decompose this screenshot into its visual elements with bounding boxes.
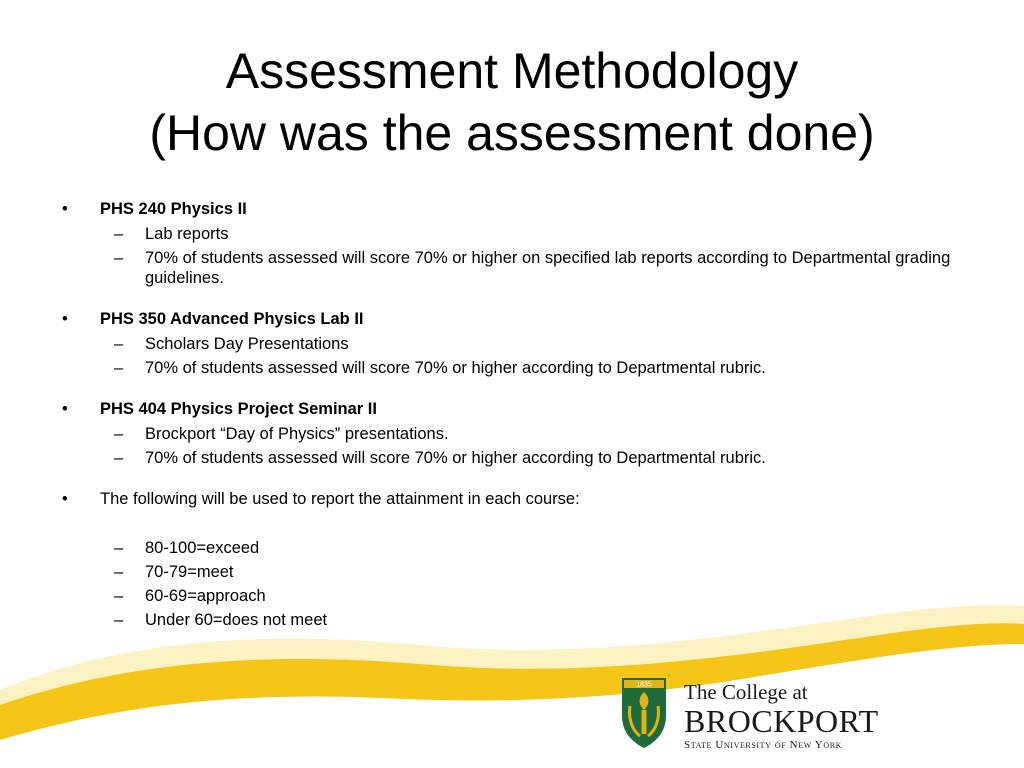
sub-item (62, 562, 962, 582)
dash-marker: – (114, 335, 124, 353)
dash-marker: – (114, 225, 124, 243)
sub-item (62, 448, 962, 468)
sub-item (62, 538, 962, 558)
sub-item-text: 80-100=exceed (145, 539, 260, 557)
sub-item-text: Brockport “Day of Physics” presentations. (145, 425, 449, 443)
bullet-item (62, 488, 962, 510)
slide-title-line-2: (How was the assessment done) (149, 105, 875, 161)
dash-marker: – (114, 539, 124, 557)
slide-title-line-1: Assessment Methodology (225, 43, 799, 99)
bullet-list (62, 198, 962, 650)
logo-line-brockport: BROCKPORT (684, 703, 879, 739)
dash-marker: – (114, 449, 124, 467)
college-logo (620, 676, 890, 756)
sub-item (62, 248, 962, 288)
sub-item-text: 70% of students assessed will score 70% or higher according to Departmental rubric. (145, 449, 766, 467)
torch-seal-icon (620, 676, 668, 750)
sub-item (62, 334, 962, 354)
dash-marker: – (114, 359, 124, 377)
bullet-item (62, 308, 962, 330)
dash-marker: – (114, 563, 124, 581)
bullet-item (62, 198, 962, 220)
slide-title (0, 40, 1024, 164)
dash-marker: – (114, 587, 124, 605)
bullet-dot: • (62, 490, 68, 508)
logo-line-college: The College at (684, 680, 808, 704)
sub-item-text: Under 60=does not meet (145, 611, 328, 629)
sub-item (62, 224, 962, 244)
dash-marker: – (114, 249, 124, 267)
sub-item-text: 60-69=approach (145, 587, 266, 605)
dash-marker: – (114, 611, 124, 629)
bullet-group-phs350 (62, 308, 962, 378)
bullet-item (62, 398, 962, 420)
sub-item-text: 70-79=meet (145, 563, 234, 581)
bullet-dot: • (62, 310, 68, 328)
bullet-dot: • (62, 400, 68, 418)
logo-wordmark (684, 680, 879, 751)
sub-item-text: Scholars Day Presentations (145, 335, 349, 353)
sub-item (62, 358, 962, 378)
sub-item-text: 70% of students assessed will score 70% or higher on specified lab reports according to Departmental grading guidelines. (145, 249, 951, 287)
bullet-group-phs240 (62, 198, 962, 288)
sub-item-text: 70% of students assessed will score 70% or higher according to Departmental rubric. (145, 359, 766, 377)
course-heading: PHS 404 Physics Project Seminar II (100, 400, 377, 418)
course-heading: PHS 350 Advanced Physics Lab II (100, 310, 364, 328)
dash-marker: – (114, 425, 124, 443)
spacer (62, 510, 962, 534)
course-heading: PHS 240 Physics II (100, 200, 247, 218)
logo-line-suny: State University of New York (684, 739, 843, 751)
seal-year: 1835 (636, 681, 652, 689)
attainment-text: The following will be used to report the attainment in each course: (100, 490, 580, 508)
bullet-dot: • (62, 200, 68, 218)
sub-item-text: Lab reports (145, 225, 229, 243)
sub-item (62, 424, 962, 444)
bullet-group-phs404 (62, 398, 962, 468)
seal-torch-handle (642, 710, 647, 734)
